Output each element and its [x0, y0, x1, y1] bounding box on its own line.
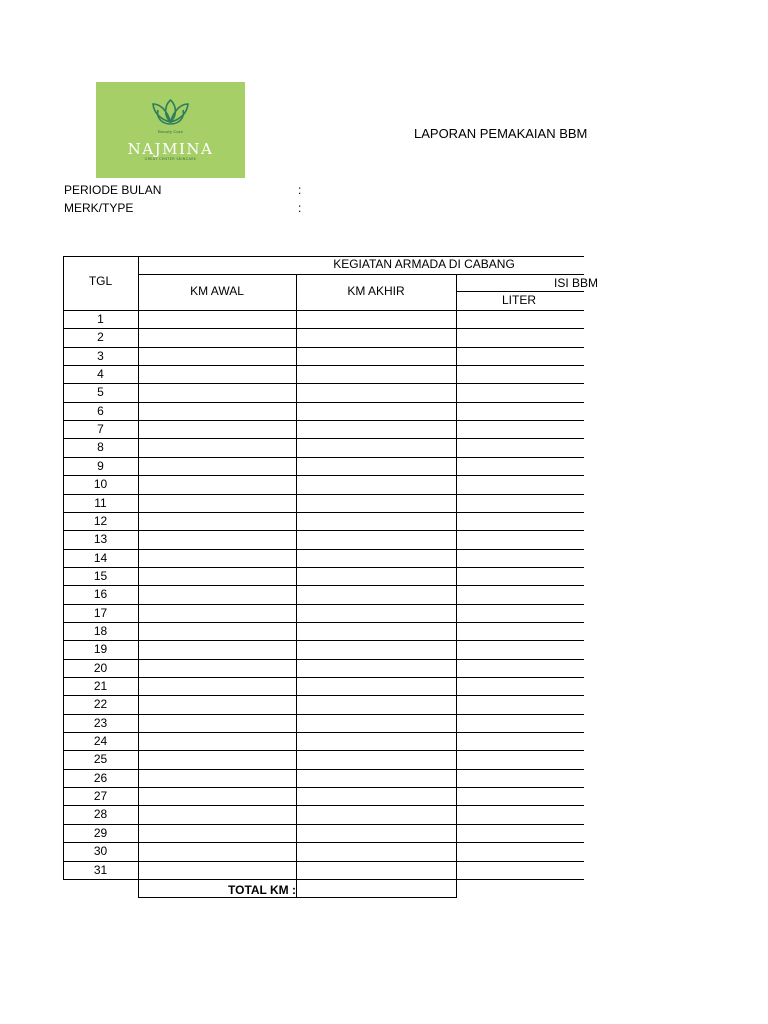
km-akhir-cell[interactable]: [297, 586, 456, 603]
row-number: 18: [93, 624, 108, 638]
km-awal-cell[interactable]: [139, 421, 296, 438]
report-title: LAPORAN PEMAKAIAN BBM: [414, 126, 588, 141]
row-number: 14: [93, 551, 108, 565]
row-number: 24: [93, 734, 108, 748]
km-akhir-cell[interactable]: [297, 476, 456, 493]
row-number: 5: [97, 385, 104, 399]
liter-cell[interactable]: [457, 623, 584, 640]
row-number: 7: [97, 422, 104, 436]
km-akhir-cell[interactable]: [297, 531, 456, 548]
row-number: 23: [93, 716, 108, 730]
row-border: [63, 677, 584, 678]
km-akhir-cell[interactable]: [297, 623, 456, 640]
row-border: [63, 861, 584, 862]
km-awal-cell[interactable]: [139, 862, 296, 879]
km-awal-cell[interactable]: [139, 495, 296, 512]
liter-cell[interactable]: [457, 531, 584, 548]
merk-colon: :: [298, 201, 302, 215]
liter-cell[interactable]: [457, 439, 584, 456]
row-number: 8: [97, 440, 104, 454]
liter-cell[interactable]: [457, 348, 584, 365]
row-number: 31: [93, 863, 108, 877]
row-number: 26: [93, 771, 108, 785]
km-awal-cell[interactable]: [139, 715, 296, 732]
row-border: [63, 805, 584, 806]
km-awal-cell[interactable]: [139, 843, 296, 860]
km-awal-cell[interactable]: [139, 329, 296, 346]
row-number: 27: [93, 789, 108, 803]
km-akhir-cell[interactable]: [297, 825, 456, 842]
najmina-logo: [96, 82, 245, 178]
km-akhir-cell[interactable]: [297, 733, 456, 750]
row-border: [63, 402, 584, 403]
row-number: 4: [97, 367, 104, 381]
row-border: [63, 585, 584, 586]
km-akhir-cell[interactable]: [297, 311, 456, 328]
km-akhir-cell[interactable]: [297, 458, 456, 475]
col-border-km-awal: [138, 256, 139, 898]
km-awal-cell[interactable]: [139, 550, 296, 567]
row-number: 15: [93, 569, 108, 583]
logo-small-text: Beauty Care: [157, 129, 184, 134]
liter-cell[interactable]: [457, 715, 584, 732]
km-akhir-cell[interactable]: [297, 660, 456, 677]
liter-cell[interactable]: [457, 586, 584, 603]
km-akhir-cell[interactable]: [297, 715, 456, 732]
liter-cell[interactable]: [457, 843, 584, 860]
km-akhir-cell[interactable]: [297, 550, 456, 567]
km-akhir-cell[interactable]: [297, 568, 456, 585]
total-km-label: TOTAL KM :: [228, 883, 296, 897]
km-akhir-cell[interactable]: [297, 421, 456, 438]
liter-cell[interactable]: [457, 641, 584, 658]
km-akhir-cell[interactable]: [297, 751, 456, 768]
row-border: [63, 604, 584, 605]
row-border: [63, 420, 584, 421]
km-akhir-cell[interactable]: [297, 348, 456, 365]
row-border: [63, 475, 584, 476]
row-border: [63, 567, 584, 568]
km-awal-cell[interactable]: [139, 384, 296, 401]
row-border: [63, 824, 584, 825]
liter-cell[interactable]: [457, 568, 584, 585]
row-number: 30: [93, 844, 108, 858]
km-awal-cell[interactable]: [139, 311, 296, 328]
km-awal-cell[interactable]: [139, 751, 296, 768]
row-border: [63, 732, 584, 733]
row-border: [63, 530, 584, 531]
km-awal-cell[interactable]: [139, 641, 296, 658]
km-awal-cell[interactable]: [139, 348, 296, 365]
liter-cell[interactable]: [457, 366, 584, 383]
km-akhir-cell[interactable]: [297, 329, 456, 346]
km-akhir-cell[interactable]: [297, 862, 456, 879]
km-akhir-cell[interactable]: [297, 366, 456, 383]
km-awal-cell[interactable]: [139, 825, 296, 842]
row-number: 21: [93, 679, 108, 693]
km-akhir-cell[interactable]: [297, 696, 456, 713]
liter-cell[interactable]: [457, 403, 584, 420]
row-number: 29: [93, 826, 108, 840]
row-border: [63, 457, 584, 458]
row-border: [63, 365, 584, 366]
km-akhir-cell[interactable]: [297, 439, 456, 456]
logo-name: NAJMINA: [127, 140, 214, 158]
liter-cell[interactable]: [457, 513, 584, 530]
liter-cell[interactable]: [457, 476, 584, 493]
liter-cell[interactable]: [457, 862, 584, 879]
header-liter: LITER: [501, 293, 536, 307]
km-awal-cell[interactable]: [139, 531, 296, 548]
row-border: [63, 438, 584, 439]
km-awal-cell[interactable]: [139, 623, 296, 640]
row-border: [63, 640, 584, 641]
km-awal-cell[interactable]: [139, 366, 296, 383]
liter-cell[interactable]: [457, 421, 584, 438]
liter-cell[interactable]: [457, 751, 584, 768]
liter-cell[interactable]: [457, 458, 584, 475]
row-border: [63, 659, 584, 660]
row-border: [63, 383, 584, 384]
km-akhir-cell[interactable]: [297, 403, 456, 420]
col-border-liter: [456, 274, 457, 898]
header-km-akhir: KM AKHIR: [347, 284, 405, 298]
km-awal-cell[interactable]: [139, 678, 296, 695]
km-akhir-cell[interactable]: [297, 384, 456, 401]
merk-label: MERK/TYPE: [64, 201, 134, 215]
row-border: [63, 787, 584, 788]
row-number: 16: [93, 587, 108, 601]
header-liter-border: [456, 291, 584, 292]
km-akhir-cell[interactable]: [297, 843, 456, 860]
row-border: [63, 769, 584, 770]
km-akhir-cell[interactable]: [297, 678, 456, 695]
row-border: [63, 347, 584, 348]
row-border: [63, 512, 584, 513]
km-awal-cell[interactable]: [139, 403, 296, 420]
row-number: 13: [93, 532, 108, 546]
row-border: [63, 310, 584, 311]
row-border: [63, 494, 584, 495]
header-isi-bbm: ISI BBM: [553, 276, 598, 290]
row-number: 17: [93, 606, 108, 620]
liter-cell[interactable]: [457, 678, 584, 695]
row-border: [63, 750, 584, 751]
km-akhir-cell[interactable]: [297, 806, 456, 823]
row-number: 9: [97, 459, 104, 473]
km-awal-cell[interactable]: [139, 733, 296, 750]
row-border: [63, 842, 584, 843]
row-number: 25: [93, 752, 108, 766]
periode-label: PERIODE BULAN: [64, 183, 162, 197]
liter-cell[interactable]: [457, 550, 584, 567]
km-awal-cell[interactable]: [139, 770, 296, 787]
km-akhir-cell[interactable]: [297, 495, 456, 512]
km-akhir-cell[interactable]: [297, 788, 456, 805]
km-awal-cell[interactable]: [139, 806, 296, 823]
km-akhir-cell[interactable]: [297, 770, 456, 787]
liter-cell[interactable]: [457, 384, 584, 401]
row-number: 1: [97, 312, 104, 326]
liter-cell[interactable]: [457, 311, 584, 328]
row-border: [63, 695, 584, 696]
liter-cell[interactable]: [457, 660, 584, 677]
row-number: 11: [94, 496, 107, 510]
periode-colon: :: [298, 183, 302, 197]
km-awal-cell[interactable]: [139, 788, 296, 805]
liter-cell[interactable]: [457, 605, 584, 622]
liter-cell[interactable]: [457, 788, 584, 805]
km-awal-cell[interactable]: [139, 513, 296, 530]
row-number: 22: [93, 697, 108, 711]
row-number: 10: [93, 477, 108, 491]
liter-cell[interactable]: [457, 770, 584, 787]
liter-cell[interactable]: [457, 825, 584, 842]
col-border-km-akhir: [296, 274, 297, 898]
km-awal-cell[interactable]: [139, 660, 296, 677]
row-number: 20: [93, 661, 108, 675]
row-border: [63, 328, 584, 329]
row-border: [63, 549, 584, 550]
km-akhir-cell[interactable]: [297, 605, 456, 622]
km-awal-cell[interactable]: [139, 439, 296, 456]
row-number: 6: [97, 404, 104, 418]
km-awal-cell[interactable]: [139, 605, 296, 622]
row-border: [63, 714, 584, 715]
header-top-border: [63, 256, 138, 257]
km-awal-cell[interactable]: [139, 696, 296, 713]
liter-cell[interactable]: [457, 733, 584, 750]
liter-cell[interactable]: [457, 495, 584, 512]
km-awal-cell[interactable]: [139, 458, 296, 475]
km-akhir-cell[interactable]: [297, 641, 456, 658]
row-number: 28: [93, 807, 108, 821]
row-number: 19: [93, 642, 108, 656]
header-top-border: [138, 256, 584, 257]
row-border: [63, 622, 584, 623]
liter-cell[interactable]: [457, 696, 584, 713]
total-km-value-cell[interactable]: [297, 880, 456, 897]
header-sub-border: [138, 274, 584, 275]
header-km-awal: KM AWAL: [190, 284, 244, 298]
liter-cell[interactable]: [457, 806, 584, 823]
total-row-border: [138, 897, 457, 898]
header-kegiatan-armada: KEGIATAN ARMADA DI CABANG: [333, 257, 515, 271]
logo-tagline: GREAT CENTER SKINCARE: [144, 157, 197, 161]
col-border-tgl: [63, 256, 64, 880]
km-awal-cell[interactable]: [139, 586, 296, 603]
km-awal-cell[interactable]: [139, 476, 296, 493]
row-number: 2: [97, 330, 104, 344]
km-awal-cell[interactable]: [139, 568, 296, 585]
km-akhir-cell[interactable]: [297, 513, 456, 530]
row-number: 12: [93, 514, 108, 528]
liter-cell[interactable]: [457, 329, 584, 346]
header-tgl: TGL: [88, 274, 113, 288]
row-number: 3: [97, 349, 104, 363]
